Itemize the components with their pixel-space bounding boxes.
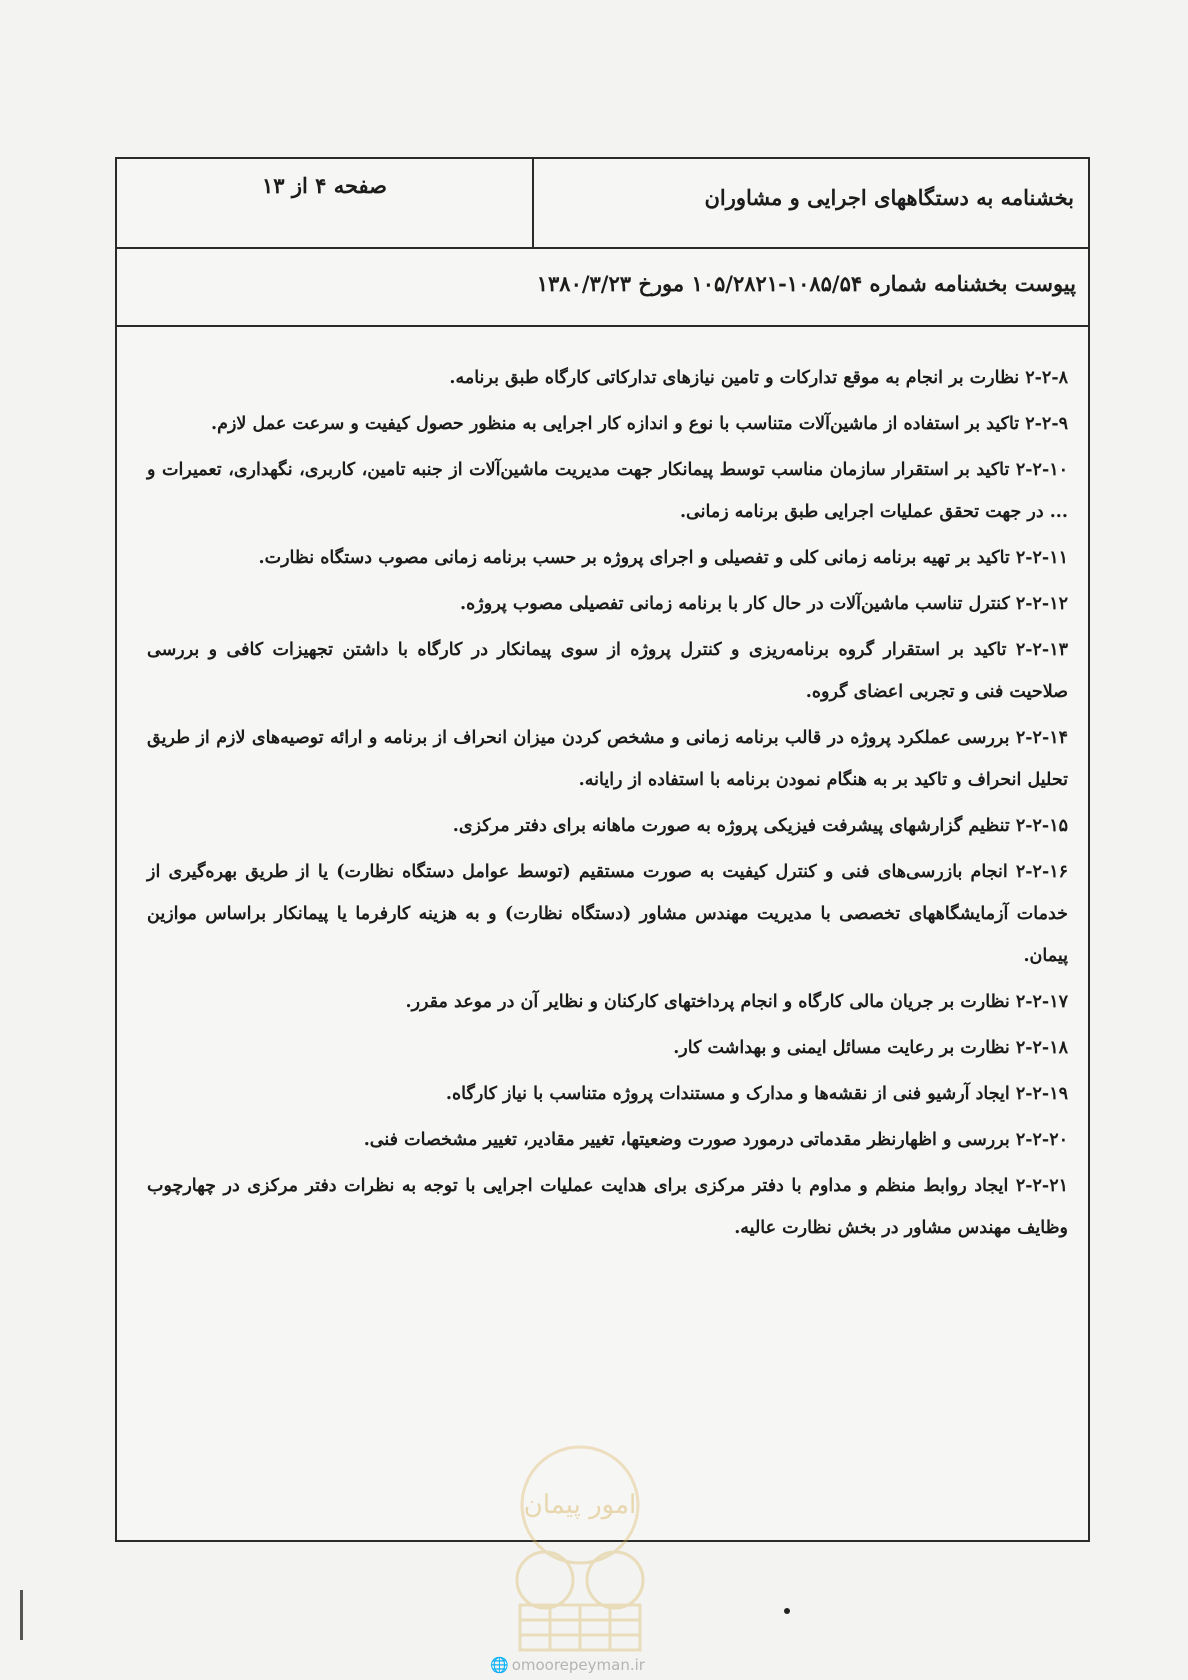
item-number: ۲-۲-۱۹ xyxy=(1015,1084,1068,1104)
list-item xyxy=(147,805,1068,847)
list-item xyxy=(147,537,1068,579)
list-item xyxy=(147,1073,1068,1115)
list-item xyxy=(147,403,1068,445)
page-number: صفحه ۴ از ۱۳ xyxy=(261,173,388,198)
item-number: ۲-۲-۱۴ xyxy=(1015,728,1069,748)
item-text: کنترل تناسب ماشین‌آلات در حال کار با برنامه زمانی تفصیلی مصوب پروژه. xyxy=(460,594,1010,614)
list-item xyxy=(147,629,1068,713)
list-item xyxy=(147,1119,1068,1161)
scan-dot xyxy=(784,1608,790,1614)
list-item xyxy=(147,717,1068,801)
list-item xyxy=(147,1027,1068,1069)
item-text: نظارت بر جریان مالی کارگاه و انجام پرداختهای کارکنان و نظایر آن در موعد مقرر. xyxy=(405,992,1010,1012)
item-text: تاکید بر تهیه برنامه زمانی کلی و تفصیلی و اجرای پروژه بر حسب برنامه زمانی مصوب دستگاه نظارت. xyxy=(258,548,1010,568)
document-title: بخشنامه به دستگاههای اجرایی و مشاوران xyxy=(532,159,1088,247)
item-text: نظارت بر رعایت مسائل ایمنی و بهداشت کار. xyxy=(673,1038,1010,1058)
item-list xyxy=(147,357,1068,1253)
list-item xyxy=(147,583,1068,625)
list-item xyxy=(147,1165,1068,1249)
item-number: ۲-۲-۸ xyxy=(1025,368,1068,388)
item-number: ۲-۲-۱۲ xyxy=(1015,594,1068,614)
list-item xyxy=(147,449,1068,533)
item-number: ۲-۲-۲۰ xyxy=(1015,1130,1068,1150)
list-item xyxy=(147,981,1068,1023)
watermark xyxy=(490,1656,645,1674)
item-text: تاکید بر استقرار گروه برنامه‌ریزی و کنترل پروژه از سوی پیمانکار در کارگاه با داشتن تجهیزات کافی و بررسی صلاحیت فنی و تجربی اعضای گروه. xyxy=(147,640,1068,702)
item-text: بررسی عملکرد پروژه در قالب برنامه زمانی و مشخص کردن میزان انحراف از برنامه و ارائه توصیه‌های لازم از طریق تحلیل انحراف و تاکید بر به هنگام نمودن برنامه با استفاده از رایانه. xyxy=(147,728,1068,790)
item-text: ایجاد آرشیو فنی از نقشه‌ها و مدارک و مستندات پروژه متناسب با نیاز کارگاه. xyxy=(445,1084,1010,1104)
item-text: تنظیم گزارشهای پیشرفت فیزیکی پروژه به صورت ماهانه برای دفتر مرکزی. xyxy=(452,816,1010,836)
item-number: ۲-۲-۹ xyxy=(1025,414,1068,434)
stamp-logo xyxy=(490,1435,670,1655)
item-text: ایجاد روابط منظم و مداوم با دفتر مرکزی برای هدایت عملیات اجرایی با توجه به نظرات دفتر مرکزی در چهارچوب وظایف مهندس مشاور در بخش نظارت عالیه. xyxy=(147,1176,1068,1238)
globe-icon: 🌐 xyxy=(490,1656,509,1674)
item-text: انجام بازرسی‌های فنی و کنترل کیفیت به صورت مستقیم (توسط عوامل دستگاه نظارت) یا از طریق بهره‌گیری از خدمات آزمایشگاههای تخصصی با مدیریت مهندس مشاور (دستگاه نظارت) و به هزینه کارفرما یا پیمانکار براساس موازین پیمان. xyxy=(147,862,1068,966)
list-item xyxy=(147,357,1068,399)
item-number: ۲-۲-۱۷ xyxy=(1015,992,1068,1012)
item-number: ۲-۲-۱۰ xyxy=(1015,460,1069,480)
item-text: بررسی و اظهارنظر مقدماتی درمورد صورت وضعیتها، تغییر مقادیر، تغییر مشخصات فنی. xyxy=(363,1130,1010,1150)
stamp-text: امور پیمان xyxy=(523,1490,637,1520)
header-row xyxy=(117,159,1088,249)
item-number: ۲-۲-۱۸ xyxy=(1015,1038,1068,1058)
item-number: ۲-۲-۱۳ xyxy=(1015,640,1068,660)
scan-mark xyxy=(20,1590,23,1640)
item-text: نظارت بر انجام به موقع تدارکات و تامین نیازهای تدارکاتی کارگاه طبق برنامه. xyxy=(449,368,1020,388)
item-text: تاکید بر استقرار سازمان مناسب توسط پیمانکار جهت مدیریت ماشین‌آلات از جنبه تامین، کاربری، نگهداری، تعمیرات و ... در جهت تحقق عملیات اجرایی طبق برنامه زمانی. xyxy=(147,460,1068,522)
document-frame xyxy=(115,157,1090,1542)
list-item xyxy=(147,851,1068,977)
item-number: ۲-۲-۱۶ xyxy=(1015,862,1069,882)
item-number: ۲-۲-۲۱ xyxy=(1015,1176,1068,1196)
attachment-reference: پیوست بخشنامه شماره ۱۰۸۵/۵۴-۱۰۵/۲۸۲۱ مورخ ۱۳۸۰/۳/۲۳ xyxy=(117,247,1088,327)
item-number: ۲-۲-۱۱ xyxy=(1015,548,1068,568)
item-text: تاکید بر استفاده از ماشین‌آلات متناسب با نوع و اندازه کار اجرایی به منظور حصول کیفیت و سرعت عمل لازم. xyxy=(211,414,1020,434)
watermark-text: omoorepeyman.ir xyxy=(511,1656,645,1674)
item-number: ۲-۲-۱۵ xyxy=(1015,816,1068,836)
